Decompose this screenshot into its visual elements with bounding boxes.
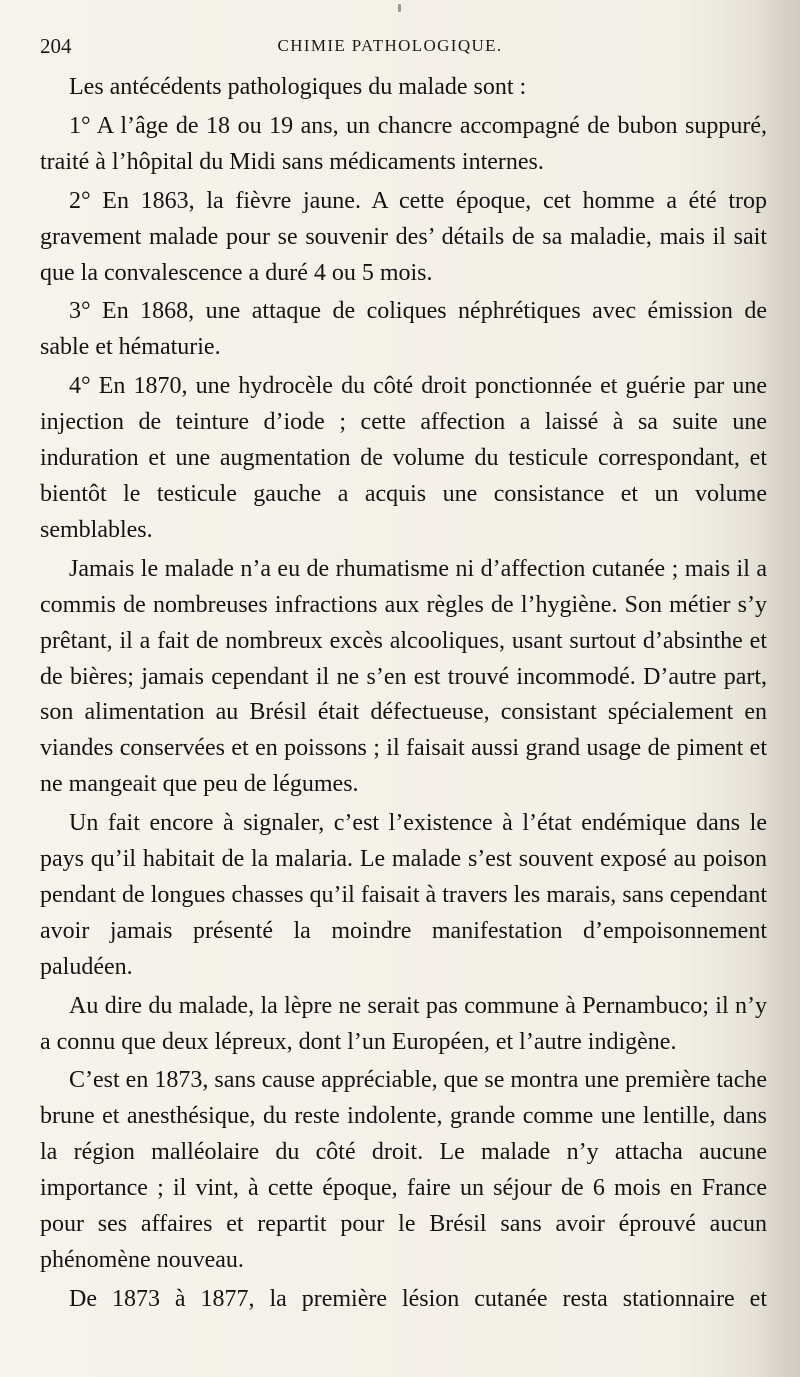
body-text bbox=[40, 70, 767, 1321]
paragraph-1873-1877: De 1873 à 1877, la première lésion cutanée resta stationnaire et bbox=[69, 1285, 767, 1312]
paragraph-leprosy-pernambuco: Au dire du malade, la lèpre ne serait pas commune à Pernambuco; il n’y a connu que deux lépreux, dont l’un Européen, et l’autre indigène. bbox=[40, 992, 767, 1055]
paragraph-item-3: 3° En 1868, une attaque de coliques néphrétiques avec émission de sable et hématurie. bbox=[40, 298, 767, 361]
paragraph-antecedents-intro: Les antécédents pathologiques du malade sont : bbox=[69, 74, 527, 100]
paragraph-malaria: Un fait encore à signaler, c’est l’existence à l’état endémique dans le pays qu’il habitait de la malaria. Le malade s’est souvent exposé au poison pendant de longues chasses qu’il faisait à travers les marais, sans cependant avoir jamais présenté la moindre manifestation d’empoisonnement paludéen. bbox=[40, 810, 767, 980]
running-title: CHIMIE PATHOLOGIQUE. bbox=[277, 36, 503, 55]
paragraph-item-4: 4° En 1870, une hydrocèle du côté droit ponctionnée et guérie par une injection de teinture d’iode ; cette affection a laissé à sa suite une induration et une augmentation de volume du testicule correspondant, et bientôt le testicule gauche a acquis une consistance et un volume semblables. bbox=[40, 373, 767, 543]
page-header bbox=[40, 34, 740, 64]
paragraph-onset-1873: C’est en 1873, sans cause appréciable, que se montra une première tache brune et anesthésique, du reste indolente, grande comme une lentille, dans la région malléolaire du côté droit. Le malade n’y attacha aucune importance ; il vint, à cette époque, faire un séjour de 6 mois en France pour ses affaires et repartit pour le Brésil sans avoir éprouvé aucun phénomène nouveau. bbox=[40, 1067, 767, 1273]
paragraph-item-2: 2° En 1863, la fièvre jaune. A cette époque, cet homme a été trop gravement malade pour se souvenir des’ détails de sa maladie, mais il sait que la convalescence a duré 4 ou 5 mois. bbox=[40, 187, 767, 286]
page-number: 204 bbox=[40, 34, 72, 58]
paragraph-hygiene: Jamais le malade n’a eu de rhumatisme ni d’affection cutanée ; mais il a commis de nombreuses infractions aux règles de l’hygiène. Son métier s’y prêtant, il a fait de nombreux excès alcooliques, usant surtout d’absinthe et de bières; jamais cependant il ne s’en est trouvé incommodé. D’autre part, son alimentation au Brésil était défectueuse, consistant spécialement en viandes conservées et en poissons ; il faisait aussi grand usage de piment et ne mangeait que peu de légumes. bbox=[40, 555, 767, 798]
paragraph-item-1: 1° A l’âge de 18 ou 19 ans, un chancre accompagné de bubon suppuré, traité à l’hôpital du Midi sans médicaments internes. bbox=[40, 112, 767, 175]
ink-speck bbox=[398, 4, 401, 12]
